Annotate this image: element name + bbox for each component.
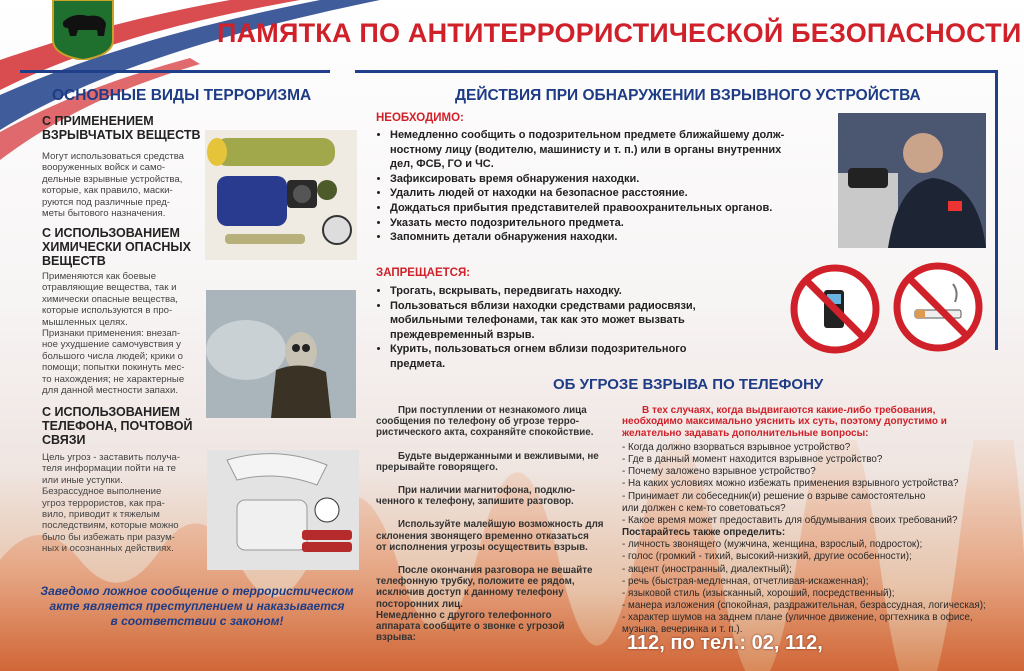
subsection-title-phone-mail [42, 405, 192, 447]
text-line: Признаки применения: внезап- [42, 328, 181, 340]
paragraph [376, 519, 612, 553]
text-line: дел, ФСБ, ГО и ЧС. [390, 158, 494, 171]
text-line: ных и осознанных действиях. [42, 543, 174, 555]
determine-item: - акцент (иностранный, диалектный); [622, 563, 792, 575]
determine-item: - манера изложения (спокойная, раздражительная, безрассудная, логическая); [622, 600, 986, 612]
text-line: или иные уступки. [42, 474, 123, 486]
text-line: для данной местности запахи. [42, 385, 179, 397]
subsection-title-line: СВЯЗИ [42, 433, 86, 447]
text-line: • Немедленно сообщить о подозрительном предмете ближайшему долж- [390, 129, 785, 141]
text-line: желательно задавать дополнительные вопросы: [622, 427, 869, 439]
question-item: - Где в данный момент находится взрывное устройство? [622, 454, 883, 466]
text-line: • Удалить людей от находки на безопасное расстояние. [390, 187, 688, 200]
text-line: Немедленно с другого телефонного [376, 609, 552, 621]
text-line: которые, как правило, маски- [42, 185, 173, 197]
text-line: • Дождаться прибытия представителей правоохранительных органов. [390, 201, 773, 214]
list-item [390, 284, 776, 299]
list-item [390, 216, 836, 231]
text-line: Цель угроз - заставить получа- [42, 452, 181, 463]
divider [20, 70, 330, 73]
forbidden-label: ЗАПРЕЩАЕТСЯ: [376, 267, 471, 279]
question-item: - Какое время может предоставить для обдумывания своих требований? [622, 514, 958, 526]
subsection-text-phone-mail [42, 452, 192, 555]
text-line: телефонную трубку, положите ее рядом, [376, 576, 575, 588]
paragraph [376, 485, 612, 507]
determine-item: - личность звонящего (мужчина, женщина, взрослый, подросток); [622, 539, 923, 551]
explosives-photo [205, 130, 357, 260]
determine-item: музыка, вечеринка и т. п.). [622, 624, 743, 636]
text-line: взрыва: [376, 632, 416, 644]
text-line: необходимо максимально уяснить их суть, поэтому допустимо и [622, 416, 947, 428]
section-heading-actions: ДЕЙСТВИЯ ПРИ ОБНАРУЖЕНИИ ВЗРЫВНОГО УСТРОЙСТВА [455, 87, 921, 104]
text-line: • Запомнить детали обнаружения находки. [390, 231, 618, 244]
telephone-bomb-photo [207, 450, 359, 570]
text-line: то нахождения; не характерные [42, 373, 185, 385]
determine-item: - голос (громкий - тихий, высокий-низкий, другие особенности); [622, 551, 912, 563]
question-item: - На каких условиях можно избежать применения взрывного устройства? [622, 478, 959, 490]
subsection-text-explosives [42, 151, 192, 219]
text-line: от исполнения угрозы осуществить взрыв. [376, 541, 588, 553]
no-mobile-phone-icon [790, 264, 880, 354]
text-line: склонения звонящего временно отказаться [376, 530, 589, 542]
list-item [390, 186, 836, 201]
subsection-title-chemical [42, 226, 191, 268]
required-label: НЕОБХОДИМО: [376, 112, 464, 124]
determine-label: Постарайтесь также определить: [622, 527, 786, 539]
determine-item: - речь (быстрая-медленная, отчетливая-искаженная); [622, 575, 869, 587]
text-line: помощи; попытки покинуть мес- [42, 362, 185, 374]
subsection-title-line: ВЗРЫВЧАТЫХ ВЕЩЕСТВ [42, 128, 201, 142]
forbidden-list [376, 284, 776, 372]
text-line: ностному лицу (водителю, машинисту и т. п.) или в органы внутренних [390, 143, 782, 156]
question-item: - Почему заложено взрывное устройство? [622, 466, 816, 478]
phone-instructions [376, 405, 612, 655]
list-item [390, 172, 836, 187]
text-line: Используйте малейшую возможность для [398, 519, 604, 531]
text-line: вооруженных войск и само- [42, 162, 166, 174]
text-line: посторонних лиц. [376, 598, 463, 610]
section-heading-terrorism-types: ОСНОВНЫЕ ВИДЫ ТЕРРОРИЗМА [52, 87, 312, 104]
subsection-title-explosives [42, 114, 201, 142]
text-line: Безрассудное выполнение [42, 486, 162, 498]
text-line: последствиям, которые можно [42, 520, 179, 532]
warning-line: в соответствии с законом! [110, 614, 284, 628]
text-line: Могут использоваться средства [42, 151, 185, 162]
text-line: предмета. [390, 357, 446, 370]
subsection-title-line: С ИСПОЛЬЗОВАНИЕМ [42, 405, 180, 419]
text-line: преждевременный взрыв. [390, 328, 535, 341]
text-line: мышленных целях. [42, 316, 128, 328]
paragraph [376, 565, 612, 643]
text-line: • Курить, пользоваться огнем вблизи подозрительного [390, 343, 687, 356]
text-line: сообщения по телефону об угрозе терро- [376, 416, 579, 428]
text-line: химически опасные вещества, [42, 293, 178, 305]
coat-of-arms-icon [48, 0, 118, 60]
paragraph [376, 405, 612, 439]
determine-item: - характер шумов на заднем плане (уличное движение, оргтехника в офисе, [622, 612, 973, 624]
question-item: - Когда должно взорваться взрывное устройство? [622, 442, 851, 453]
emergency-phone-numbers: 112, по тел.: 02, 112, [627, 632, 823, 654]
text-line: ристического акта, сохраняйте спокойствие. [376, 427, 594, 439]
text-line: В тех случаях, когда выдвигаются какие-либо требования, [642, 405, 936, 416]
warning-line: Заведомо ложное сообщение о террористическом [40, 584, 354, 598]
text-line: После окончания разговора не вешайте [398, 565, 593, 577]
text-line: дельные взрывные устройства, [42, 173, 183, 185]
text-line: угроз террористов, как пра- [42, 497, 165, 509]
subsection-title-line: С ПРИМЕНЕНИЕМ [42, 114, 154, 128]
gas-mask-photo [206, 290, 356, 418]
text-line: теля информации пойти на те [42, 463, 177, 475]
text-line: мобильными телефонами, так как это может вызвать [390, 314, 685, 327]
legal-warning [22, 584, 372, 629]
text-line: меты бытового назначения. [42, 208, 166, 220]
text-line: руются под различные пред- [42, 196, 170, 208]
text-line: Применяются как боевые [42, 271, 157, 282]
text-line: При наличии магнитофона, подклю- [398, 485, 576, 497]
list-item [390, 230, 836, 245]
subsection-title-line: ХИМИЧЕСКИ ОПАСНЫХ [42, 240, 192, 254]
list-item [390, 299, 776, 343]
text-line: отравляющие вещества, так и [42, 282, 177, 294]
question-item: - Принимает ли собеседник(и) решение о взрыве самостоятельно [622, 490, 926, 502]
text-line: вило, приводит к тяжелым [42, 509, 160, 521]
text-line: было бы избежать при разум- [42, 531, 175, 543]
text-line: • Пользоваться вблизи находки средствами радиосвязи, [390, 299, 696, 312]
page-title: ПАМЯТКА ПО АНТИТЕРРОРИСТИЧЕСКОЙ БЕЗОПАСНОСТИ [217, 18, 1022, 48]
questions-intro [622, 405, 994, 439]
warning-line: акте является преступлением и наказывается [49, 599, 345, 613]
subsection-text-chemical [42, 271, 192, 396]
divider [355, 70, 995, 73]
text-line: прерывайте говорящего. [376, 461, 498, 473]
divider [995, 70, 998, 350]
required-list [376, 128, 836, 245]
text-line: исключив доступ к данному телефону [376, 587, 564, 599]
subsection-title-line: ТЕЛЕФОНА, ПОЧТОВОЙ [42, 419, 193, 433]
paragraph [376, 451, 612, 473]
text-line: которые используются в про- [42, 305, 173, 317]
text-line: ченного к телефону, запишите разговор. [376, 496, 574, 508]
text-line: большого числа людей; крики о [42, 350, 183, 362]
section-heading-phone-threat: ОБ УГРОЗЕ ВЗРЫВА ПО ТЕЛЕФОНУ [553, 376, 824, 393]
text-line: аппарата сообщите о звонке с угрозой [376, 621, 565, 633]
text-line: • Трогать, вскрывать, передвигать находку. [390, 285, 622, 297]
text-line: При поступлении от незнакомого лица [398, 405, 587, 416]
list-item [390, 128, 836, 172]
text-line: ное ухудшение самочувствия у [42, 339, 181, 351]
no-smoking-icon [893, 262, 983, 352]
determine-item: - языковой стиль (изысканный, хороший, посредственный); [622, 587, 895, 599]
text-line: Будьте выдержанными и вежливыми, не [398, 450, 599, 462]
text-line: • Указать место подозрительного предмета. [390, 216, 624, 229]
text-line: • Зафиксировать время обнаружения находки. [390, 172, 640, 185]
officer-on-phone-photo [838, 113, 986, 248]
list-item [390, 201, 836, 216]
questions-list [622, 442, 1014, 637]
subsection-title-line: С ИСПОЛЬЗОВАНИЕМ [42, 226, 180, 240]
list-item [390, 342, 776, 371]
subsection-title-line: ВЕЩЕСТВ [42, 254, 106, 268]
question-item: или должен с кем-то советоваться? [622, 502, 786, 514]
